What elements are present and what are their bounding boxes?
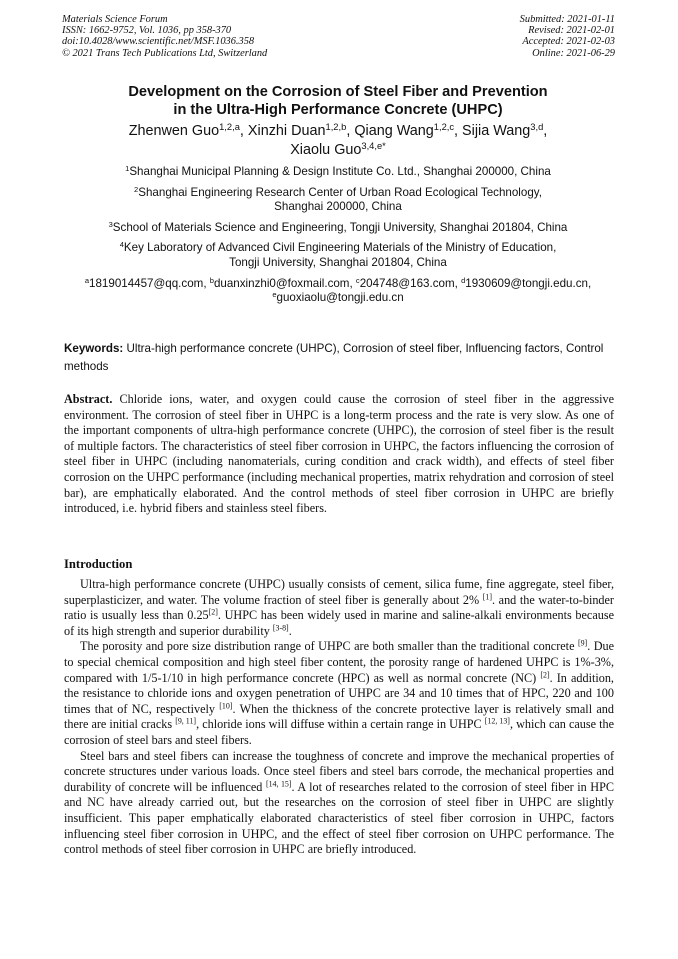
keywords xyxy=(64,340,614,375)
section-heading: Introduction xyxy=(64,557,133,571)
journal-name: Materials Science Forum xyxy=(62,14,168,25)
citation[interactable]: [1] xyxy=(482,592,492,602)
email-link[interactable]: 1930609@tongji.edu.cn xyxy=(465,276,588,290)
revised-date: Revised: 2021-02-01 xyxy=(528,25,615,37)
affiliation: $^1$Shanghai Municipal Planning & Design Institute Co. Ltd., Shanghai 200000, China xyxy=(125,163,551,178)
abstract xyxy=(64,392,614,517)
citation[interactable]: [9, 11] xyxy=(175,716,197,726)
author: Zhenwen Guo$^{1,2,a}$, xyxy=(128,121,248,139)
email-link[interactable]: duanxinzhi0@foxmail.com xyxy=(213,276,350,290)
author: Xinzhi Duan$^{1,2,b}$, xyxy=(247,121,355,139)
citation[interactable]: [14, 15] xyxy=(265,779,292,789)
affiliation: $^3$School of Materials Science and Engineering, Tongji University, Shanghai 201804, China xyxy=(108,219,568,234)
publication-dates xyxy=(520,14,615,59)
citation[interactable]: [2] xyxy=(208,607,218,617)
title-line-1: Development on the Corrosion of Steel Fiber and Prevention xyxy=(128,84,548,100)
paragraph: Steel bars and steel fibers can increase the toughness of concrete and improve the mechanical properties of concrete structures under various loads. Once steel fibers and steel bars corrode, the mechanical properties and durability of concrete will be influenced [14, 15]. A lot of researches related to the corrosion of steel fiber in HPC and NC have already carried out, but the researches on the corrosion of steel fiber in UHPC are slightly insufficient. This paper emphatically elaborated characteristics of steel fiber corrosion in UHPC, factors influencing steel fiber corrosion in UHPC, and the effect of steel fiber corrosion on UHPC performance. The control methods of steel fiber corrosion in UHPC are briefly introduced. xyxy=(64,748,614,857)
paragraph: Ultra-high performance concrete (UHPC) usually consists of cement, silica fume, fine aggregate, steel fiber, superplasticizer, and water. The volume fraction of steel fiber is generally about 2% [1]. and the water-to-binder ratio is usually less than 0.25[2]. UHPC has been widely used in marine and saline-alkali environments because of its high strength and superior durability [3-8]. xyxy=(64,577,615,638)
paragraph: The porosity and pore size distribution range of UHPC are both smaller than the traditional concrete [9]. Due to special chemical composition and high steel fiber content, the porosity range of hardened UHPC is 1%-3%, compared with 1/5-1/10 in high performance concrete (HPC) as well as normal concrete (NC) [2]. In addition, the resistance to chloride ions and oxygen penetration of UHPC are 34 and 10 times that of HPC, 220 and 100 times that of NC, respectively [10]. When the thickness of the concrete protective layer is relatively small and there are initial cracks [9, 11], chloride ions will diffuse within a certain range in UHPC [12, 13], which can cause the corrosion of steel bars and steel fibers. xyxy=(64,639,615,747)
keywords-label: Keywords: xyxy=(64,342,124,355)
affiliation: $^4$Key Laboratory of Advanced Civil Engineering Materials of the Ministry of Education, Tongji University, Shanghai 201804, China xyxy=(119,240,557,269)
email-link[interactable]: guoxiaolu@tongji.edu.cn xyxy=(276,291,404,305)
keywords-text: Ultra-high performance concrete (UHPC), Corrosion of steel fiber, Influencing factors, Control methods xyxy=(64,342,604,373)
paper-title xyxy=(60,83,616,119)
author-list xyxy=(60,122,616,159)
author: Xiaolu Guo$^{3,4,e*}$ xyxy=(290,140,386,158)
email-link[interactable]: 1819014457@qq.com xyxy=(89,276,204,290)
citation[interactable]: [2] xyxy=(540,670,550,680)
online-date: Online: 2021-06-29 xyxy=(532,47,615,59)
abstract-text: Chloride ions, water, and oxygen could cause the corrosion of steel fiber in the aggressive environment. The corrosion of steel fiber in UHPC is a long-term process and the rate is very slow. As one of the important components of ultra-high performance concrete (UHPC), the corrosion of steel fiber is the result of multiple factors. The characteristics of steel fiber corrosion in UHPC, the factors influencing the corrosion of steel fiber in UHPC (including nanomaterials, curing condition and crack width), and effects of steel fiber corrosion on the UHPC performance (including mechanical properties, matrix rehydration and corrosion of steel bar), are emphatically elaborated. And the control methods of steel fiber corrosion in UHPC are briefly introduced, i.e. hybrid fibers and stainless steel fibers. xyxy=(64,392,614,516)
copyright-line: © 2021 Trans Tech Publications Ltd, Switzerland xyxy=(62,47,268,59)
author: Sijia Wang$^{3,d}$, xyxy=(462,121,548,139)
email-link[interactable]: 204748@163.com xyxy=(359,276,455,290)
accepted-date: Accepted: 2021-02-03 xyxy=(522,36,615,48)
doi-line[interactable]: doi:10.4028/www.scientific.net/MSF.1036.358 xyxy=(62,36,255,48)
citation[interactable]: [12, 13] xyxy=(484,716,510,726)
issn-line: ISSN: 1662-9752, Vol. 1036, pp 358-370 xyxy=(62,25,232,37)
affiliations xyxy=(60,165,616,312)
citation[interactable]: [9] xyxy=(577,639,588,649)
journal-info xyxy=(62,14,267,59)
submitted-date: Submitted: 2021-01-11 xyxy=(519,14,615,25)
citation[interactable]: [3-8] xyxy=(272,623,289,633)
affiliation: $^2$Shanghai Engineering Research Center of Urban Road Ecological Technology, Shanghai 200000, China xyxy=(134,184,542,214)
author: Qiang Wang$^{1,2,c}$, xyxy=(354,121,463,139)
abstract-label: Abstract. xyxy=(64,392,113,406)
title-line-2: in the Ultra-High Performance Concrete (UHPC) xyxy=(173,102,503,118)
citation[interactable]: [10] xyxy=(219,701,233,711)
email-list: $^a$1819014457@qq.com, $^b$duanxinzhi0@foxmail.com, $^c$204748@163.com, $^d$1930609@tongji.edu.cn, $^e$guoxiaolu@tongji.edu.cn xyxy=(84,275,592,305)
introduction xyxy=(64,577,614,858)
